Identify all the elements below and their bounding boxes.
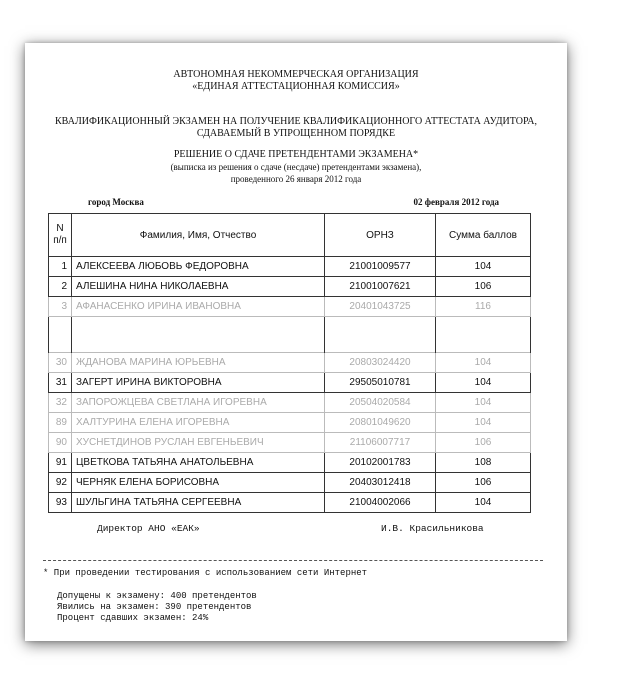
- row-num: 89: [49, 413, 72, 433]
- stat-attended: Явились на экзамен: 390 претендентов: [57, 602, 252, 612]
- table-row: [49, 393, 531, 413]
- org-header: [25, 69, 567, 93]
- table-header-row: [49, 214, 531, 257]
- exam-stats: [57, 591, 257, 624]
- document-page: [25, 43, 567, 641]
- row-orn: 20403012418: [325, 473, 436, 493]
- row-num: 92: [49, 473, 72, 493]
- row-score: 104: [436, 413, 531, 433]
- stat-percent: Процент сдавших экзамен: 24%: [57, 613, 209, 623]
- row-orn: 20401043725: [325, 297, 436, 317]
- row-num: 90: [49, 433, 72, 453]
- row-name: ХУСНЕТДИНОВ РУСЛАН ЕВГЕНЬЕВИЧ: [72, 433, 325, 453]
- table-row: [49, 257, 531, 277]
- row-orn: 29505010781: [325, 373, 436, 393]
- table-row: [49, 473, 531, 493]
- row-num: 2: [49, 277, 72, 297]
- row-num: 32: [49, 393, 72, 413]
- row-num: 3: [49, 297, 72, 317]
- exam-title-line2: СДАВАЕМЫЙ В УПРОЩЕННОМ ПОРЯДКЕ: [196, 128, 396, 139]
- decision-subtitle-line2: проведенного 26 января 2012 года: [230, 174, 362, 184]
- row-score: 106: [436, 433, 531, 453]
- row-name: ЗАГЕРТ ИРИНА ВИКТОРОВНА: [72, 373, 325, 393]
- row-score: 104: [436, 353, 531, 373]
- date-label: 02 февраля 2012 года: [413, 197, 499, 207]
- row-orn: 20504020584: [325, 393, 436, 413]
- row-num: 30: [49, 353, 72, 373]
- org-name-line1: АВТОНОМНАЯ НЕКОММЕРЧЕСКАЯ ОРГАНИЗАЦИЯ: [173, 69, 419, 80]
- row-name: ЦВЕТКОВА ТАТЬЯНА АНАТОЛЬЕВНА: [72, 453, 325, 473]
- row-num: 91: [49, 453, 72, 473]
- header-score: Сумма баллов: [436, 214, 531, 257]
- row-orn: 21001009577: [325, 257, 436, 277]
- row-orn: 20803024420: [325, 353, 436, 373]
- decision-title: РЕШЕНИЕ О СДАЧЕ ПРЕТЕНДЕНТАМИ ЭКЗАМЕНА*: [173, 149, 419, 160]
- decision-subtitle-line1: (выписка из решения о сдаче (несдаче) претендентами экзамена),: [170, 162, 422, 172]
- row-orn: 21106007717: [325, 433, 436, 453]
- gap-cell: [72, 317, 325, 353]
- table-gap: [49, 317, 531, 353]
- row-name: ШУЛЬГИНА ТАТЬЯНА СЕРГЕЕВНА: [72, 493, 325, 513]
- director-name: И.В. Красильникова: [381, 523, 484, 534]
- exam-title: [25, 116, 567, 140]
- row-name: ЖДАНОВА МАРИНА ЮРЬЕВНА: [72, 353, 325, 373]
- table-row: [49, 297, 531, 317]
- footnote: * При проведении тестирования с использованием сети Интернет: [43, 568, 368, 578]
- gap-cell: [436, 317, 531, 353]
- row-num: 31: [49, 373, 72, 393]
- row-orn: 20102001783: [325, 453, 436, 473]
- exam-title-line1: КВАЛИФИКАЦИОННЫЙ ЭКЗАМЕН НА ПОЛУЧЕНИЕ КВАЛИФИКАЦИОННОГО АТТЕСТАТА АУДИТОРА,: [55, 116, 537, 127]
- city-label: город Москва: [88, 197, 144, 207]
- header-name: Фамилия, Имя, Отчество: [72, 214, 325, 257]
- row-num: 1: [49, 257, 72, 277]
- header-num: N п/п: [49, 214, 72, 257]
- director-title: Директор АНО «ЕАК»: [97, 523, 200, 534]
- row-score: 106: [436, 277, 531, 297]
- table-row: [49, 413, 531, 433]
- row-score: 108: [436, 453, 531, 473]
- results-table: [48, 213, 531, 513]
- table-row: [49, 453, 531, 473]
- row-name: АЛЕШИНА НИНА НИКОЛАЕВНА: [72, 277, 325, 297]
- gap-cell: [325, 317, 436, 353]
- row-score: 104: [436, 493, 531, 513]
- stat-admitted: Допущены к экзамену: 400 претендентов: [57, 591, 257, 601]
- row-name: ЗАПОРОЖЦЕВА СВЕТЛАНА ИГОРЕВНА: [72, 393, 325, 413]
- row-orn: 21004002066: [325, 493, 436, 513]
- row-name: АФАНАСЕНКО ИРИНА ИВАНОВНА: [72, 297, 325, 317]
- table-row: [49, 353, 531, 373]
- table-row: [49, 493, 531, 513]
- table-row: [49, 277, 531, 297]
- row-score: 116: [436, 297, 531, 317]
- row-num: 93: [49, 493, 72, 513]
- org-name-line2: «ЕДИНАЯ АТТЕСТАЦИОННАЯ КОМИССИЯ»: [192, 81, 400, 92]
- table-row: [49, 373, 531, 393]
- row-score: 104: [436, 373, 531, 393]
- row-score: 104: [436, 257, 531, 277]
- row-orn: 21001007621: [325, 277, 436, 297]
- header-orn: ОРНЗ: [325, 214, 436, 257]
- gap-cell: [49, 317, 72, 353]
- row-score: 104: [436, 393, 531, 413]
- table-row: [49, 433, 531, 453]
- row-name: ХАЛТУРИНА ЕЛЕНА ИГОРЕВНА: [72, 413, 325, 433]
- row-name: ЧЕРНЯК ЕЛЕНА БОРИСОВНА: [72, 473, 325, 493]
- row-orn: 20801049620: [325, 413, 436, 433]
- decision-subtitle: [25, 161, 567, 185]
- dashed-separator: [43, 560, 543, 561]
- row-score: 106: [436, 473, 531, 493]
- row-name: АЛЕКСЕЕВА ЛЮБОВЬ ФЕДОРОВНА: [72, 257, 325, 277]
